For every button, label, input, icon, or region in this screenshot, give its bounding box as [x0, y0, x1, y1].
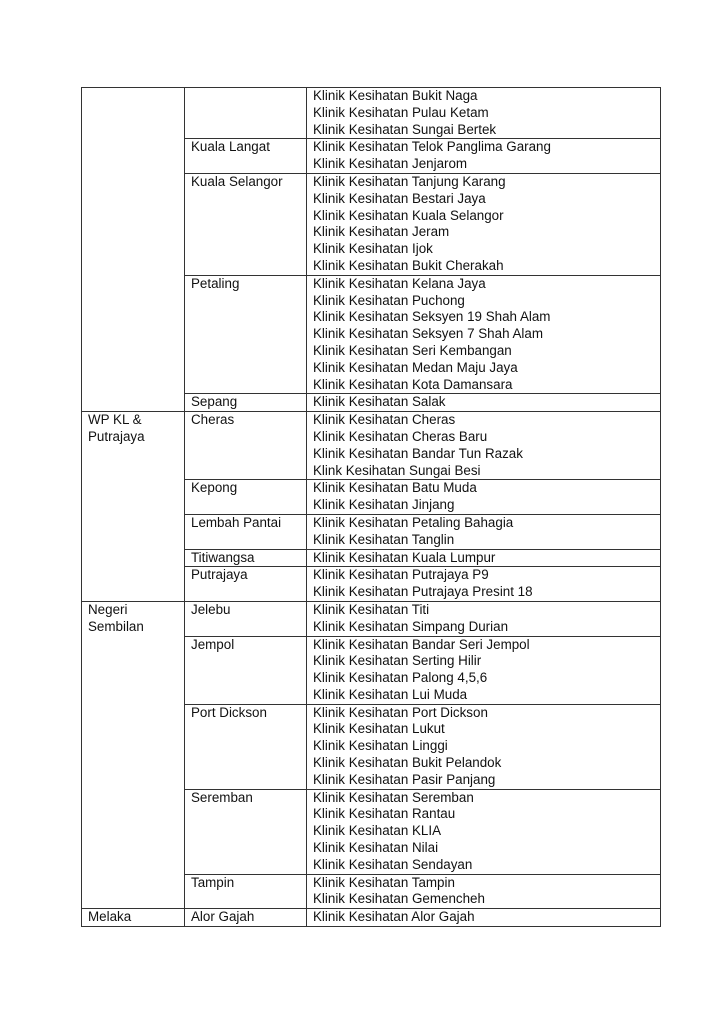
clinic-name: Klinik Kesihatan Seremban — [313, 789, 474, 805]
district-cell: Port Dickson — [185, 704, 307, 789]
clinic-cell — [307, 173, 661, 275]
state-cell: Melaka — [82, 909, 185, 927]
clinic-name: Klinik Kesihatan Kuala Selangor — [313, 207, 504, 223]
clinic-cell — [307, 704, 661, 789]
clinic-name: Klinik Kesihatan Ijok — [313, 241, 433, 257]
clinic-name: Klinik Kesihatan Bandar Seri Jempol — [313, 636, 530, 652]
clinic-name: Klinik Kesihatan Kelana Jaya — [313, 275, 486, 291]
clinic-cell — [307, 139, 661, 174]
clinic-name: Klinik Kesihatan Kota Damansara — [313, 376, 513, 392]
district-cell: Kuala Langat — [185, 139, 307, 174]
clinic-name: Klinik Kesihatan Tanglin — [313, 531, 455, 547]
clinic-name: Klinik Kesihatan Jenjarom — [313, 156, 468, 172]
table-row — [82, 601, 661, 636]
clinic-cell — [307, 549, 661, 567]
clinic-cell — [307, 394, 661, 412]
clinic-name: Klinik Kesihatan Sendayan — [313, 856, 473, 872]
clinic-name: Klinik Kesihatan Cheras — [313, 412, 456, 428]
district-cell: Seremban — [185, 789, 307, 874]
clinic-name: Klinik Kesihatan Lui Muda — [313, 686, 468, 702]
clinic-name: Klinik Kesihatan Palong 4,5,6 — [313, 670, 488, 686]
clinic-name: Klinik Kesihatan Salak — [313, 394, 446, 410]
clinic-name: Klinik Kesihatan Medan Maju Jaya — [313, 359, 518, 375]
clinic-name: Klinik Kesihatan Putrajaya Presint 18 — [313, 584, 533, 600]
state-cell: WP KL & Putrajaya — [82, 412, 185, 602]
clinic-name: Klinik Kesihatan Kuala Lumpur — [313, 549, 496, 565]
clinic-name: Klinik Kesihatan Seri Kembangan — [313, 342, 512, 358]
district-cell: Petaling — [185, 275, 307, 394]
clinic-name: Klinik Kesihatan Gemencheh — [313, 891, 485, 907]
clinic-cell — [307, 636, 661, 704]
clinic-name: Klinik Kesihatan Bukit Naga — [313, 88, 478, 103]
district-cell: Lembah Pantai — [185, 514, 307, 549]
district-cell: Tampin — [185, 874, 307, 909]
clinic-cell — [307, 275, 661, 394]
clinic-name: Klinik Kesihatan Tampin — [313, 874, 455, 890]
clinic-name: Klinik Kesihatan Bukit Cherakah — [313, 257, 504, 273]
district-cell: Kepong — [185, 480, 307, 515]
clinic-name: Klinik Kesihatan Petaling Bahagia — [313, 514, 514, 530]
clinic-name: Klinik Kesihatan Jeram — [313, 224, 450, 240]
clinic-name: Klinik Kesihatan Pasir Panjang — [313, 771, 496, 787]
table-row — [82, 88, 661, 139]
district-cell — [185, 88, 307, 139]
clinic-name: Klinik Kesihatan Lukut — [313, 721, 445, 737]
clinic-name: Klinik Kesihatan Nilai — [313, 840, 439, 856]
clinic-cell — [307, 480, 661, 515]
clinic-name: Klinik Kesihatan Telok Panglima Garang — [313, 139, 551, 155]
district-cell: Putrajaya — [185, 567, 307, 602]
clinic-name: Klinik Kesihatan Puchong — [313, 292, 465, 308]
district-cell: Sepang — [185, 394, 307, 412]
clinic-name: Klinik Kesihatan Sungai Bertek — [313, 121, 497, 137]
clinic-name: Klinik Kesihatan Seksyen 7 Shah Alam — [313, 326, 544, 342]
clinic-name: Klinik Kesihatan Simpang Durian — [313, 618, 509, 634]
clinic-name: Klinik Kesihatan Jinjang — [313, 497, 455, 513]
clinic-name: Klinik Kesihatan Rantau — [313, 806, 456, 822]
clinic-cell — [307, 412, 661, 480]
clinic-name: Klinik Kesihatan Seksyen 19 Shah Alam — [313, 309, 551, 325]
clinic-name: Klinik Kesihatan Bukit Pelandok — [313, 755, 502, 771]
clinic-name: Klinik Kesihatan Linggi — [313, 738, 448, 754]
clinic-cell — [307, 789, 661, 874]
district-cell: Titiwangsa — [185, 549, 307, 567]
clinic-name: Klinik Kesihatan Pulau Ketam — [313, 104, 489, 120]
clinic-name: Klink Kesihatan Sungai Besi — [313, 462, 481, 478]
clinic-cell — [307, 909, 661, 927]
clinic-name: Klinik Kesihatan Cheras Baru — [313, 428, 488, 444]
clinic-cell — [307, 601, 661, 636]
table-row — [82, 412, 661, 480]
state-cell — [82, 88, 185, 412]
clinic-cell — [307, 514, 661, 549]
clinic-name: Klinik Kesihatan Titi — [313, 601, 430, 617]
clinic-table — [81, 87, 661, 927]
district-cell: Jempol — [185, 636, 307, 704]
table-row — [82, 909, 661, 927]
clinic-name: Klinik Kesihatan Bandar Tun Razak — [313, 445, 523, 461]
clinic-name: Klinik Kesihatan Alor Gajah — [313, 909, 475, 925]
state-cell: Negeri Sembilan — [82, 601, 185, 908]
clinic-name: Klinik Kesihatan Tanjung Karang — [313, 173, 506, 189]
clinic-name: Klinik Kesihatan Port Dickson — [313, 704, 488, 720]
clinic-name: Klinik Kesihatan Serting Hilir — [313, 653, 482, 669]
district-cell: Jelebu — [185, 601, 307, 636]
clinic-name: Klinik Kesihatan KLIA — [313, 823, 442, 839]
district-cell: Alor Gajah — [185, 909, 307, 927]
clinic-cell — [307, 88, 661, 139]
district-cell: Kuala Selangor — [185, 173, 307, 275]
clinic-name: Klinik Kesihatan Batu Muda — [313, 480, 477, 496]
clinic-cell — [307, 874, 661, 909]
clinic-name: Klinik Kesihatan Bestari Jaya — [313, 190, 486, 206]
clinic-name: Klinik Kesihatan Putrajaya P9 — [313, 567, 489, 583]
clinic-cell — [307, 567, 661, 602]
district-cell: Cheras — [185, 412, 307, 480]
